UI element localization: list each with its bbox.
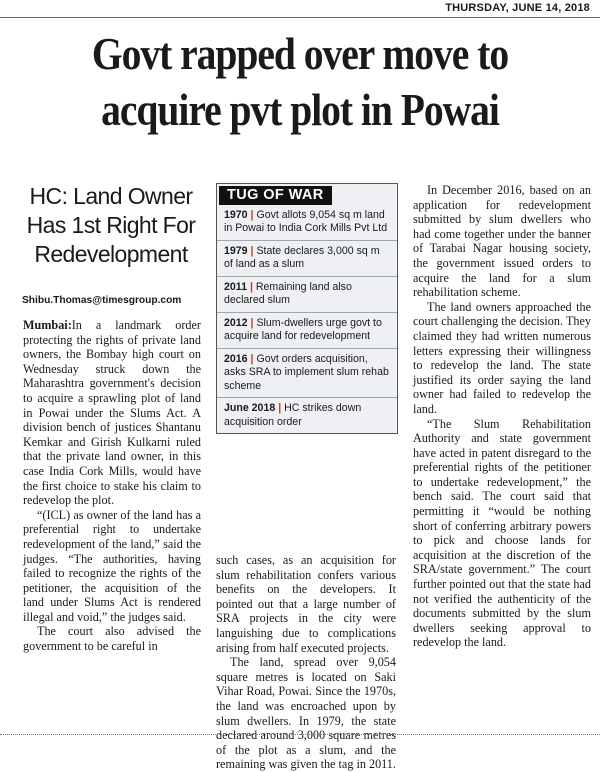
timeline-separator: | — [250, 244, 254, 257]
timeline-text: Slum-dwellers urge govt to acquire land for redevelopment — [224, 316, 382, 342]
timeline-separator: | — [250, 316, 254, 329]
article-kicker: Mumbai: — [23, 318, 72, 332]
article-paragraph-1 — [23, 318, 201, 508]
timeline-text: Govt orders acquisition, asks SRA to implement slum rehab scheme — [224, 352, 389, 392]
timeline-text: HC strikes down acquisition order — [224, 402, 362, 428]
timeline-year: 1970 — [224, 208, 248, 221]
headline-line-2: acquire pvt plot in Powai — [101, 84, 499, 135]
timeline-separator: | — [278, 402, 282, 414]
timeline-text: Govt allots 9,054 sq m land in Powai to India Cork Mills Pvt Ltd — [224, 208, 388, 234]
headline-line-1: Govt rapped over move to — [91, 28, 509, 79]
timeline-item — [217, 349, 397, 399]
byline: Shibu.Thomas@timesgroup.com — [22, 295, 182, 306]
article-paragraph-3-start: The court also advised the government to be careful in — [23, 624, 201, 654]
timeline-item — [217, 241, 397, 277]
bottom-rule — [0, 734, 600, 735]
article-paragraph-5: In December 2016, based on an application for redevelopment submitted by slum dwellers who had come together under the banner of Tarabai Nagar housing society, the government issued orders to acquire the land for a slum rehabilitation scheme. — [413, 183, 591, 300]
article-column-3 — [413, 183, 591, 650]
timeline-separator: | — [250, 352, 254, 365]
dateline: THURSDAY, JUNE 14, 2018 — [445, 2, 590, 14]
article-paragraph-3-continued: such cases, as an acquisition for slum rehabilitation confers various benefits on the developers. It pointed out that a large number of SRA projects in the city were languishing due to complications arising from half executed projects. — [216, 553, 396, 655]
tug-of-war-sidebar — [216, 183, 398, 434]
article-paragraph-4: The land, spread over 9,054 square metres is located on Saki Vihar Road, Powai. Since the 1970s, the land was encroached upon by slum dwellers. In 1979, the state declared around 3,000 square metres of the plot as a slum, and the remaining was given the tag in 2011. — [216, 655, 396, 772]
article-paragraph-7: “The Slum Rehabilitation Authority and state government have acted in patent disregard to the preferential rights of the petitioner to undertake redevelopment,” the bench said. The court said that permitting it “would be nothing short of conferring arbitrary powers to pick and choose lands for acquisition at the discretion of the SRA/state government.” The court further pointed out that the state had not verified the authenticity of the documents submitted by the slum dwellers seeking approval to redevelop the land. — [413, 416, 591, 650]
top-rule — [0, 17, 600, 18]
timeline-item — [217, 313, 397, 349]
timeline-year: 2011 — [224, 280, 247, 293]
timeline-year: 2016 — [224, 352, 248, 365]
timeline-year: 1979 — [224, 244, 248, 257]
timeline-text: Remaining land also declared slum — [224, 280, 352, 306]
article-paragraph-2: “(ICL) as owner of the land has a preferential right to undertake redevelopment of the land,” said the judges. “The authorities, having failed to recognize the rights of the petitioner, the acquisition of the land under Slums Act is rendered illegal and void,” the judges said. — [23, 507, 201, 624]
subheadline: HC: Land Owner Has 1st Right For Redevelopment — [26, 183, 196, 267]
timeline-text: State declares 3,000 sq m of land as a slum — [224, 244, 380, 270]
timeline-item — [217, 277, 397, 313]
timeline-item — [217, 398, 397, 433]
article-column-2 — [216, 553, 396, 772]
timeline-item — [217, 205, 397, 241]
timeline-year: June 2018 — [224, 402, 276, 414]
article-column-1 — [23, 318, 201, 654]
timeline-year: 2012 — [224, 316, 248, 329]
headline — [42, 26, 558, 138]
timeline-separator: | — [250, 208, 254, 221]
sidebar-title: TUG OF WAR — [219, 186, 332, 205]
article-paragraph-1-text: In a landmark order protecting the rights of private land owners, the Bombay high court on Wednesday struck down the Maharashtra government's decision to acquire a sprawling plot of land in Powai under the Slums Act. A division bench of justices Shantanu Kemkar and Girish Kulkarni ruled that the private land owner, in this case India Cork Mills, would have the first choice to stake his claim to redevelop the plot. — [23, 318, 201, 508]
article-paragraph-6: The land owners approached the court challenging the decision. They claimed they had written numerous letters expressing their willingness to redevelop the land. The state justified its order saying the land owner had failed to redevelop the land. — [413, 299, 591, 416]
timeline-separator: | — [249, 280, 253, 293]
